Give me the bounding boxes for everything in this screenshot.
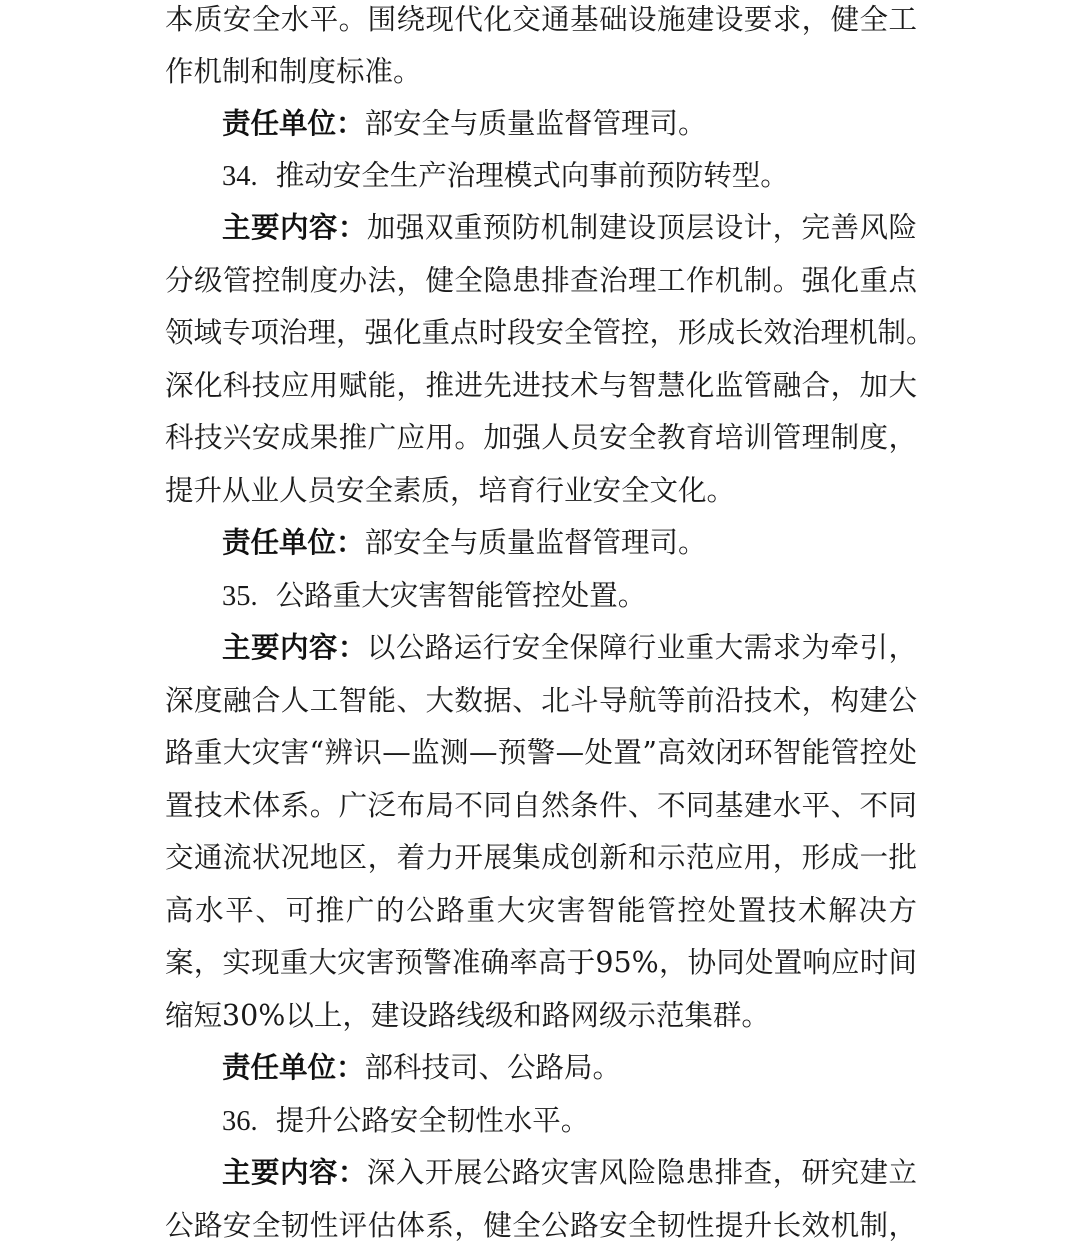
paragraph-line: 领域专项治理，强化重点时段安全管控，形成长效治理机制。 bbox=[165, 316, 935, 349]
responsible-unit-label: 责任单位： bbox=[222, 1051, 365, 1084]
main-content-label: 主要内容： bbox=[222, 211, 367, 244]
main-content-line bbox=[222, 628, 917, 668]
responsible-unit-line bbox=[222, 1048, 917, 1088]
main-content-label: 主要内容： bbox=[222, 631, 367, 664]
paragraph-line: 深化科技应用赋能，推进先进技术与智慧化监管融合，加大 bbox=[165, 369, 917, 402]
main-content-label: 主要内容： bbox=[222, 1156, 367, 1189]
paragraph-line: 公路安全韧性评估体系，健全公路安全韧性提升长效机制， bbox=[165, 1209, 917, 1242]
item-heading bbox=[222, 156, 917, 196]
item-number: 36. bbox=[222, 1106, 258, 1137]
paragraph-line: 高水平、可推广的公路重大灾害智能管控处置技术解决方 bbox=[165, 894, 917, 927]
main-content-text: 加强双重预防机制建设顶层设计，完善风险 bbox=[366, 211, 917, 244]
paragraph-line: 深度融合人工智能、大数据、北斗导航等前沿技术，构建公 bbox=[165, 684, 917, 717]
paragraph-line: 提升从业人员安全素质，培育行业安全文化。 bbox=[165, 474, 736, 507]
main-content-line bbox=[222, 1153, 917, 1193]
responsible-unit-value: 部安全与质量监督管理司。 bbox=[364, 107, 707, 140]
paragraph-line: 案，实现重大灾害预警准确率高于95%，协同处置响应时间 bbox=[165, 946, 917, 979]
main-content-text: 以公路运行安全保障行业重大需求为牵引， bbox=[366, 631, 917, 664]
item-number: 35. bbox=[222, 581, 258, 612]
item-heading bbox=[222, 576, 917, 616]
paragraph-line: 作机制和制度标准。 bbox=[165, 55, 422, 88]
item-heading bbox=[222, 1101, 917, 1141]
main-content-text: 深入开展公路灾害风险隐患排查，研究建立 bbox=[366, 1156, 917, 1189]
responsible-unit-value: 部安全与质量监督管理司。 bbox=[364, 526, 707, 559]
main-content-line bbox=[222, 208, 917, 248]
item-title: 提升公路安全韧性水平。 bbox=[275, 1104, 590, 1137]
responsible-unit-value: 部科技司、公路局。 bbox=[364, 1051, 622, 1084]
item-title: 推动安全生产治理模式向事前预防转型。 bbox=[275, 159, 789, 192]
responsible-unit-line bbox=[222, 104, 917, 144]
paragraph-line: 交通流状况地区，着力开展集成创新和示范应用，形成一批 bbox=[165, 841, 917, 874]
paragraph-line: 置技术体系。广泛布局不同自然条件、不同基建水平、不同 bbox=[165, 789, 917, 822]
responsible-unit-line bbox=[222, 523, 917, 563]
paragraph-line: 分级管控制度办法，健全隐患排查治理工作机制。强化重点 bbox=[165, 264, 917, 297]
item-title: 公路重大灾害智能管控处置。 bbox=[275, 579, 647, 612]
paragraph-line: 路重大灾害“辨识—监测—预警—处置”高效闭环智能管控处 bbox=[165, 736, 917, 769]
paragraph-line: 本质安全水平。围绕现代化交通基础设施建设要求，健全工 bbox=[165, 3, 917, 36]
paragraph-line: 科技兴安成果推广应用。加强人员安全教育培训管理制度， bbox=[165, 421, 917, 454]
responsible-unit-label: 责任单位： bbox=[222, 526, 365, 559]
responsible-unit-label: 责任单位： bbox=[222, 107, 365, 140]
paragraph-line: 缩短30%以上，建设路线级和路网级示范集群。 bbox=[165, 999, 770, 1032]
item-number: 34. bbox=[222, 161, 258, 192]
